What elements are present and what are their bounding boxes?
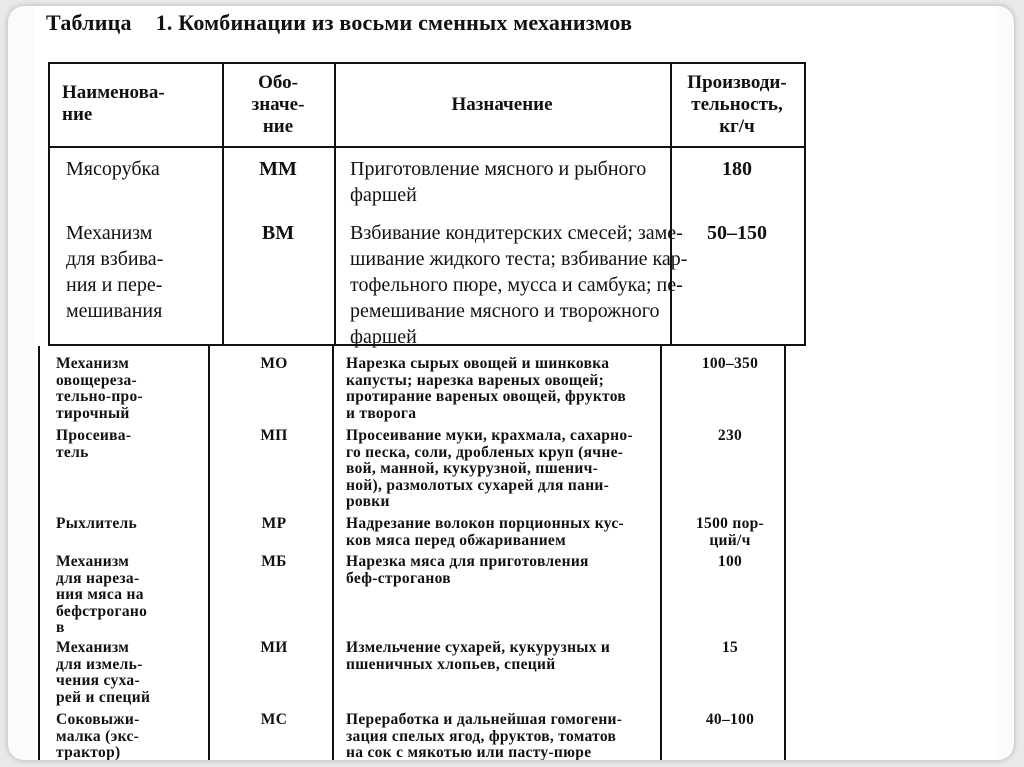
row-mm-code: ММ — [259, 158, 297, 180]
row-mp-perf: 230 — [717, 427, 743, 444]
row-mo-perf: 100–350 — [701, 355, 759, 372]
row-vm-code: ВМ — [261, 222, 295, 244]
column-divider — [332, 346, 334, 760]
row-mr-code: МР — [261, 515, 287, 532]
row-mb-purpose: Нарезка мяса для приготовления беф-строганов — [346, 553, 589, 587]
header-code: Обо- значе- ние — [251, 72, 305, 137]
row-ms-purpose: Переработка и дальнейшая гомогени- зация спелых ягод, фруктов, томатов на сок с мякотью или пасту-пюре — [346, 711, 623, 760]
row-vm-perf: 50–150 — [707, 222, 767, 244]
row-mi-perf: 15 — [721, 639, 739, 656]
row-mm-name: Мясорубка — [66, 158, 160, 180]
header-name: Наименова- ние — [62, 82, 165, 125]
row-mp-name: Просеива- тель — [56, 427, 132, 461]
row-mr-perf: 1500 пор- ций/ч — [695, 515, 765, 549]
row-mr-name: Рыхлитель — [56, 515, 138, 532]
row-mo-purpose: Нарезка сырых овощей и шинковка капусты; нарезка вареных овощей; протирание вареных овощей, фруктов и творога — [346, 355, 627, 422]
row-mr-purpose: Надрезание волокон порционных кус- ков мяса перед обжариванием — [346, 515, 625, 549]
column-divider — [222, 64, 224, 344]
row-mb-code: МБ — [261, 553, 287, 570]
header-purpose: Назначение — [451, 94, 553, 115]
caption-word: Таблица — [46, 10, 132, 35]
row-vm-purpose: Взбивание кондитерских смесей; заме- шивание жидкого теста; взбивание кар- тофельного пюре, мусса и самбука; пе- ремешивание мясного и творожного фаршей — [350, 222, 688, 348]
document-page — [34, 6, 996, 760]
row-mb-perf: 100 — [717, 553, 743, 570]
table-upper — [48, 62, 806, 346]
row-mm-perf: 180 — [722, 158, 752, 180]
table-caption — [46, 10, 632, 36]
column-divider — [208, 346, 210, 760]
row-ms-code: МС — [260, 711, 288, 728]
row-mo-code: МО — [260, 355, 288, 372]
row-mm-purpose: Приготовление мясного и рыбного фаршей — [350, 158, 647, 206]
row-mi-code: МИ — [260, 639, 288, 656]
row-mi-purpose: Измельчение сухарей, кукурузных и пшеничных хлопьев, специй — [346, 639, 611, 673]
table-lower — [38, 346, 786, 760]
caption-title: 1. Комбинации из восьми сменных механизмов — [155, 10, 633, 35]
row-mo-name: Механизм овощереза- тельно-про- тирочный — [56, 355, 143, 422]
row-mi-name: Механизм для измель- чения суха- рей и специй — [56, 639, 151, 706]
row-mp-purpose: Просеивание муки, крахмала, сахарно- го песка, соли, дробленых круп (ячне- вой, манной, кукурузной, пшенич- ной), размолотых сухарей для пани- ровки — [346, 427, 633, 510]
column-divider — [660, 346, 662, 760]
row-mp-code: МП — [260, 427, 288, 444]
header-perf: Производи- тельность, кг/ч — [687, 72, 787, 137]
row-ms-perf: 40–100 — [705, 711, 755, 728]
row-ms-name: Соковыжи- малка (экс- трактор) — [56, 711, 140, 760]
slide-frame — [8, 6, 1014, 760]
row-mb-name: Механизм для нареза- ния мяса на бефстрогано в — [56, 553, 148, 636]
row-vm-name: Механизм для взбива- ния и пере- мешивания — [66, 222, 164, 322]
